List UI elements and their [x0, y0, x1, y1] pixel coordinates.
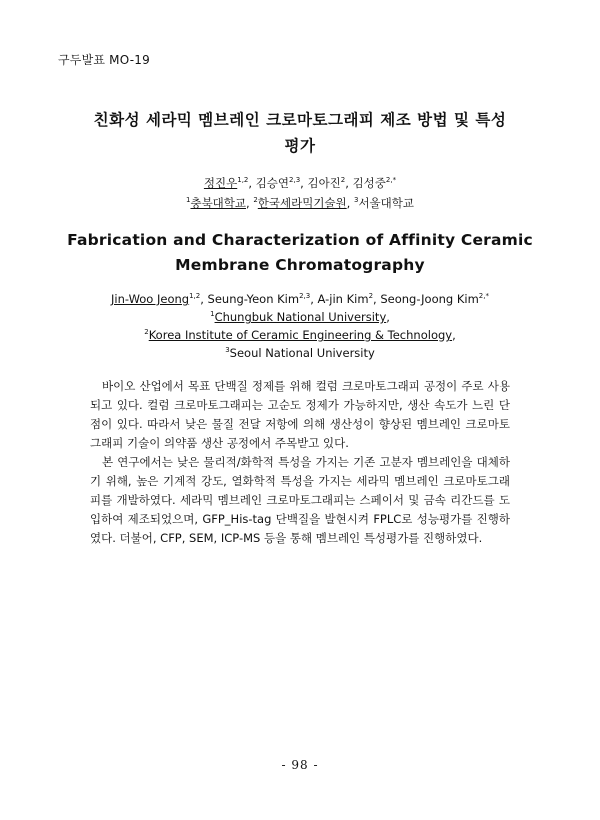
author-affiliation-marker: 2: [340, 176, 346, 185]
english-title: [50, 228, 550, 278]
korean-affiliation-list: [60, 193, 540, 213]
affiliation-separator: ,: [452, 328, 456, 342]
affiliation-marker: 2: [253, 196, 258, 205]
author-name: A-jin Kim: [317, 292, 369, 306]
author-separator: ,: [310, 292, 318, 306]
author-separator: ,: [200, 292, 208, 306]
korean-author-list: [60, 173, 540, 193]
author-separator: ,: [248, 176, 256, 190]
affiliation-marker: 1: [210, 310, 215, 319]
english-title-line-1: Fabrication and Characterization of Affinity Ceramic: [67, 231, 533, 249]
affiliation-separator: ,: [386, 310, 390, 324]
author-name: Seong-Joong Kim: [380, 292, 479, 306]
author-name: Jin-Woo Jeong: [111, 292, 190, 306]
author-name: 정진우: [203, 176, 238, 190]
author-affiliation-marker: 2,*: [478, 292, 489, 301]
english-author-block: [50, 290, 550, 362]
affiliation-name: Korea Institute of Ceramic Engineering & Technology: [148, 328, 453, 342]
author-separator: ,: [300, 176, 308, 190]
affiliation-name: Chungbuk National University: [214, 310, 387, 324]
page-number: - 98 -: [281, 758, 319, 772]
affiliation-name: 서울대학교: [358, 196, 414, 210]
affiliation: [186, 196, 253, 210]
author-separator: ,: [373, 292, 381, 306]
korean-title-line-2: 평가: [284, 137, 316, 155]
affiliation-separator: ,: [246, 196, 254, 210]
author-name: 김승연: [255, 176, 290, 190]
affiliation-name: 한국세라믹기술원: [257, 196, 347, 210]
english-title-line-2: Membrane Chromatography: [175, 256, 425, 274]
korean-title: [60, 107, 540, 159]
author-affiliation-marker: 1,2: [237, 176, 249, 185]
abstract-body: [90, 377, 510, 548]
affiliation-name: 충북대학교: [190, 196, 247, 210]
affiliation: [50, 326, 550, 344]
session-label: 구두발표 MO-19: [58, 53, 150, 67]
affiliation: [253, 196, 354, 210]
affiliation-marker: 3: [353, 196, 359, 205]
author-name: Seung-Yeon Kim: [207, 292, 300, 306]
affiliation: [50, 308, 550, 326]
affiliation-marker: 1: [186, 196, 191, 205]
affiliation: [50, 344, 550, 362]
abstract-paragraph-2: 본 연구에서는 낮은 물리적/화학적 특성을 가지는 기존 고분자 멤브레인을 대체하기 위해, 높은 기계적 강도, 열화학적 특성을 가지는 세라믹 멤브레인 크로마토그래피를 개발하였다. 세라믹 멤브레인 크로마토그래피는 스페이서 및 금속 리간드를 도입하여 제조되었으며, GFP_His-tag 단백질을 발현시켜 FPLC로 성능평가를 진행하였다. 더불어, CFP, SEM, ICP-MS 등을 통해 멤브레인 특성평가를 진행하였다.: [90, 455, 510, 545]
korean-author-block: [60, 173, 540, 213]
affiliation-name: Seoul National University: [229, 346, 375, 360]
affiliation-separator: ,: [346, 196, 354, 210]
author-affiliation-marker: 2,3: [289, 176, 301, 185]
abstract-paragraph-1: 바이오 산업에서 목표 단백질 정제를 위해 컬럼 크로마토그래피 공정이 주로 사용되고 있다. 컬럼 크로마토그래피는 고순도 정제가 가능하지만, 생산 속도가 느린 단점이 있다. 따라서 낮은 물질 전달 저항에 의해 생산성이 향상된 멤브레인 크로마토그래피 기술이 의약품 생산 공정에서 주목받고 있다.: [90, 379, 510, 450]
author-separator: ,: [345, 176, 353, 190]
affiliation: [354, 196, 414, 210]
author-affiliation-marker: 1,2: [189, 292, 201, 301]
affiliation-marker: 2: [144, 328, 149, 337]
author-affiliation-marker: 2: [368, 292, 374, 301]
author-affiliation-marker: 2,3: [299, 292, 311, 301]
english-affiliation-list: [50, 308, 550, 362]
author-name: 김성중: [352, 176, 386, 190]
korean-title-line-1: 친화성 세라믹 멤브레인 크로마토그래피 제조 방법 및 특성: [93, 111, 507, 129]
author-affiliation-marker: 2,*: [385, 176, 397, 185]
affiliation-marker: 3: [225, 346, 230, 355]
english-author-list: [50, 290, 550, 308]
author-name: 김아진: [307, 176, 341, 190]
